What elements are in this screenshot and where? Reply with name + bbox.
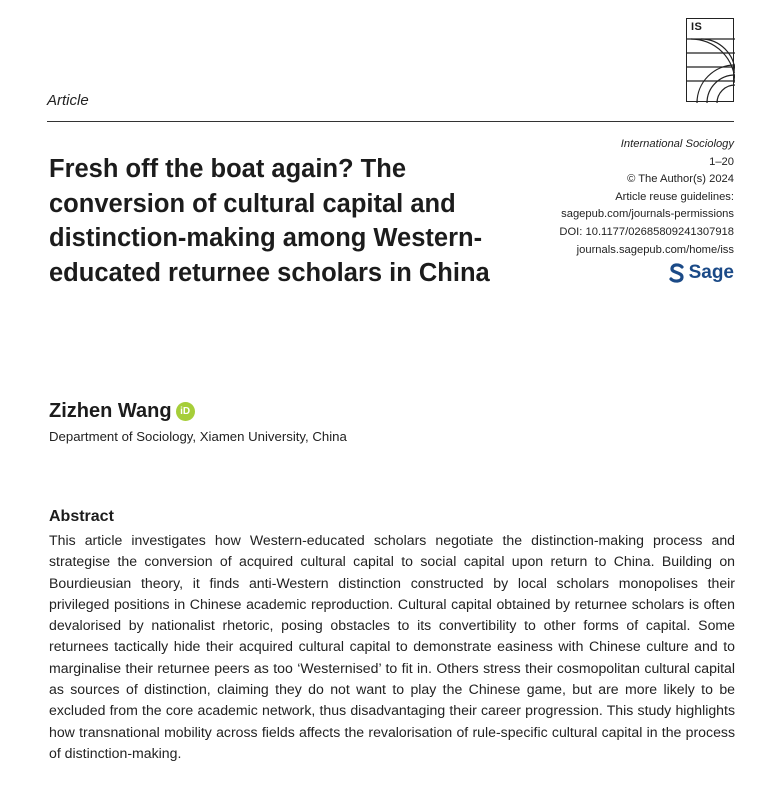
article-type: Article bbox=[47, 92, 89, 109]
publication-meta bbox=[474, 136, 734, 283]
copyright: © The Author(s) 2024 bbox=[627, 173, 734, 186]
journal-link[interactable]: journals.sagepub.com/home/iss bbox=[576, 243, 734, 256]
doi[interactable]: DOI: 10.1177/02685809241307918 bbox=[559, 225, 734, 238]
author-name: Zizhen Wang bbox=[49, 400, 172, 422]
journal-logo-label: IS bbox=[691, 21, 703, 33]
header-divider bbox=[47, 121, 734, 122]
author-block bbox=[49, 400, 195, 423]
reuse-label: Article reuse guidelines: bbox=[615, 190, 734, 203]
journal-name: International Sociology bbox=[620, 138, 734, 150]
journal-logo-icon bbox=[686, 18, 734, 102]
abstract-text: This article investigates how Western-educated scholars negotiate the distinction-making process and strategise the conversion of acquired cultural capital to social capital upon return to China. Building on Bourdieusian theory, it finds anti-Western distinction constructed by local scholars monopolises their privileged positions in Chinese academic reproduction. Cultural capital obtained by returnee scholars is often devalorised by nationalist rhetoric, posing obstacles to its convertibility to other forms of capital. Some returnees tactically hide their acquired cultural capital to demonstrate easiness with Chinese culture and to marginalise their returnee peers as too ‘Westernised’ to fit in. Others stress their cosmopolitan cultural capital as sources of distinction, claiming they do not want to play the Chinese game, but are more likely to be excluded from the core academic network, thus disadvantaging their career progression. This study highlights how transnational mobility across fields affects the revalorisation of rule-specific cultural capital in the process of distinction-making. bbox=[49, 532, 735, 761]
orcid-icon[interactable]: iD bbox=[176, 402, 195, 421]
abstract-heading: Abstract bbox=[49, 508, 114, 525]
page-range: 1–20 bbox=[709, 155, 734, 168]
sage-wordmark: Sage bbox=[688, 262, 734, 284]
permissions-link[interactable]: sagepub.com/journals-permissions bbox=[561, 208, 734, 221]
author-affiliation: Department of Sociology, Xiamen University, China bbox=[49, 429, 347, 444]
article-title: Fresh off the boat again? The conversion of cultural capital and distinction-making among Western-educated returnee scholars in China bbox=[49, 155, 490, 287]
sage-logo bbox=[474, 263, 734, 283]
sage-logo-icon bbox=[669, 263, 685, 283]
